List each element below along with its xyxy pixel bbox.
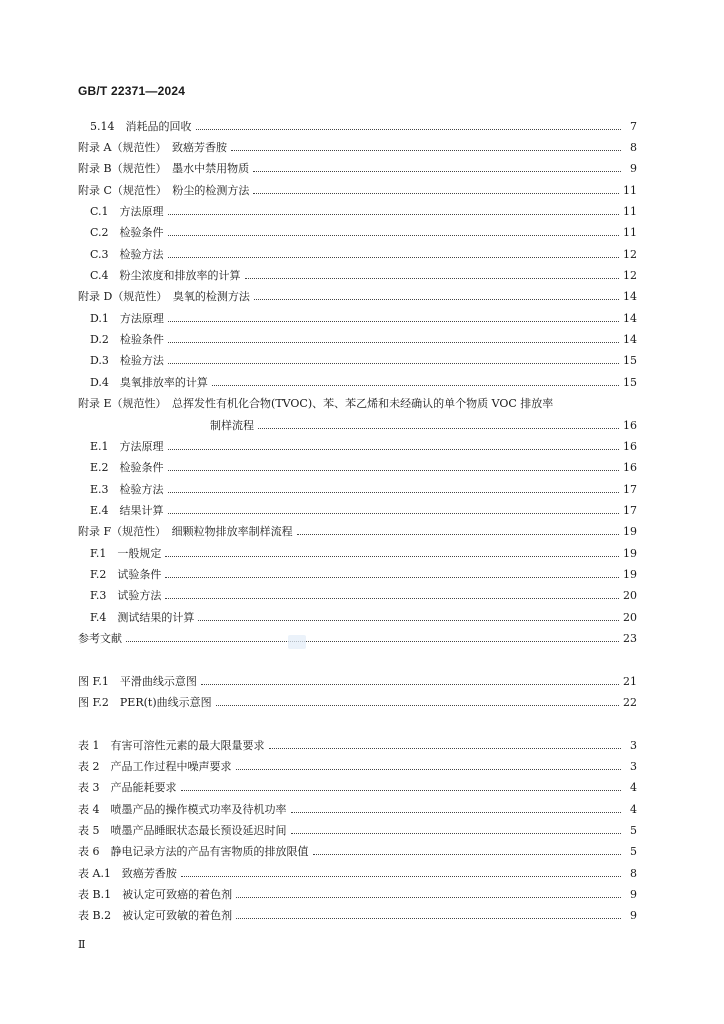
toc-entry-page: 20 [623, 611, 637, 624]
toc-entry-page: 4 [630, 803, 637, 816]
toc-entry-page: 19 [623, 547, 637, 560]
toc-entry-label: C.2 检验条件 [90, 226, 164, 239]
toc-entry-c1[interactable] [90, 203, 637, 219]
toc-entry-label: 制样流程 [210, 419, 254, 432]
toc-entry-table-a1[interactable] [78, 865, 637, 881]
dot-leader [269, 748, 622, 749]
toc-entry-label: E.1 方法原理 [90, 440, 164, 453]
toc-entry-page: 14 [623, 312, 637, 325]
toc-entry-f4[interactable] [90, 609, 637, 625]
toc-entry-label: 表 B.2 被认定可致敏的着色剂 [78, 909, 233, 922]
toc-entry-f2[interactable] [90, 566, 637, 582]
toc-entry-table-1[interactable] [78, 737, 637, 753]
toc-entry-appendix-e[interactable] [78, 395, 637, 411]
dot-leader [297, 534, 619, 535]
toc-entry-page: 5 [630, 845, 637, 858]
toc-entry-label: D.1 方法原理 [90, 312, 164, 325]
toc-entry-label: F.2 试验条件 [90, 568, 162, 581]
toc-entry-label: 表 6 静电记录方法的产品有害物质的排放限值 [78, 845, 309, 858]
toc-entry-page: 16 [623, 461, 637, 474]
toc-entry-table-b1[interactable] [78, 886, 637, 902]
toc-entry-label: 表 B.1 被认定可致癌的着色剂 [78, 888, 233, 901]
toc-entry-page: 19 [623, 568, 637, 581]
dot-leader [168, 257, 619, 258]
toc-entry-label: C.4 粉尘浓度和排放率的计算 [90, 269, 241, 282]
toc-entry-appendix-b[interactable] [78, 160, 637, 176]
toc-entry-table-2[interactable] [78, 758, 637, 774]
toc-entry-appendix-e-continued[interactable] [210, 417, 637, 433]
dot-leader [258, 428, 619, 429]
toc-entry-label: E.3 检验方法 [90, 483, 164, 496]
toc-entry-label: 表 A.1 致癌芳香胺 [78, 867, 177, 880]
toc-entry-page: 11 [623, 226, 637, 239]
toc-entry-page: 3 [630, 739, 637, 752]
toc-entry-label: D.3 检验方法 [90, 354, 164, 367]
toc-entry-page: 15 [623, 354, 637, 367]
toc-entry-e2[interactable] [90, 459, 637, 475]
document-id: GB/T 22371—2024 [78, 84, 186, 98]
toc-entry-d2[interactable] [90, 331, 637, 347]
toc-entry-label: 附录 A（规范性） 致癌芳香胺 [78, 141, 227, 154]
toc-entry-label: F.1 一般规定 [90, 547, 162, 560]
toc-entry-page: 20 [623, 589, 637, 602]
dot-leader [181, 876, 621, 877]
toc-entry-table-5[interactable] [78, 822, 637, 838]
toc-entry-c2[interactable] [90, 224, 637, 240]
dot-leader [168, 363, 619, 364]
dot-leader [165, 577, 619, 578]
watermark-mark [288, 635, 306, 649]
toc-entry-page: 9 [630, 909, 637, 922]
dot-leader [216, 705, 619, 706]
toc-entry-5-14[interactable] [90, 118, 637, 134]
toc-entry-c3[interactable] [90, 246, 637, 262]
dot-leader [231, 150, 621, 151]
dot-leader [236, 918, 621, 919]
dot-leader [254, 299, 619, 300]
toc-entry-c4[interactable] [90, 267, 637, 283]
page-number: Ⅱ [78, 938, 86, 951]
toc-entry-f1[interactable] [90, 545, 637, 561]
toc-entry-label: C.1 方法原理 [90, 205, 164, 218]
toc-entry-label: D.2 检验条件 [90, 333, 164, 346]
toc-entry-label: 附录 C（规范性） 粉尘的检测方法 [78, 184, 250, 197]
toc-entry-page: 15 [623, 376, 637, 389]
toc-entry-label: 5.14 消耗品的回收 [90, 120, 192, 133]
dot-leader [291, 833, 622, 834]
toc-entry-page: 9 [630, 162, 637, 175]
toc-entry-label: 附录 E（规范性） 总挥发性有机化合物(TVOC)、苯、苯乙烯和未经确认的单个物质 VOC 排放率 [78, 397, 554, 410]
toc-entry-page: 3 [630, 760, 637, 773]
toc-entry-label: 表 5 喷墨产品睡眠状态最长预设延迟时间 [78, 824, 287, 837]
toc-entry-label: E.2 检验条件 [90, 461, 164, 474]
toc-entry-label: E.4 结果计算 [90, 504, 164, 517]
toc-entry-page: 11 [623, 184, 637, 197]
toc-entry-page: 8 [630, 141, 637, 154]
dot-leader [168, 449, 619, 450]
toc-entry-page: 8 [630, 867, 637, 880]
toc-entry-page: 23 [623, 632, 637, 645]
toc-entry-page: 16 [623, 440, 637, 453]
dot-leader [236, 769, 622, 770]
toc-entry-label: C.3 检验方法 [90, 248, 164, 261]
toc-entry-page: 11 [623, 205, 637, 218]
toc-entry-page: 19 [623, 525, 637, 538]
toc-entry-label: F.3 试验方法 [90, 589, 162, 602]
dot-leader [313, 854, 622, 855]
toc-entry-page: 17 [623, 504, 637, 517]
toc-entry-label: 附录 B（规范性） 墨水中禁用物质 [78, 162, 250, 175]
dot-leader [168, 470, 619, 471]
toc-entry-label: 表 2 产品工作过程中噪声要求 [78, 760, 232, 773]
toc-entry-page: 14 [623, 290, 637, 303]
toc-entry-f3[interactable] [90, 587, 637, 603]
dot-leader [236, 897, 621, 898]
toc-entry-label: 表 4 喷墨产品的操作模式功率及待机功率 [78, 803, 287, 816]
dot-leader [168, 235, 619, 236]
toc-entry-page: 4 [630, 781, 637, 794]
toc-entry-label: D.4 臭氧排放率的计算 [90, 376, 208, 389]
toc-entry-page: 7 [630, 120, 637, 133]
dot-leader [198, 620, 619, 621]
toc-entry-d1[interactable] [90, 310, 637, 326]
toc-entry-e3[interactable] [90, 481, 637, 497]
toc-entry-table-6[interactable] [78, 843, 637, 859]
toc-entry-table-4[interactable] [78, 801, 637, 817]
dot-leader [165, 556, 619, 557]
toc-entry-table-b2[interactable] [78, 907, 637, 923]
dot-leader [168, 492, 619, 493]
toc-entry-appendix-a[interactable] [78, 139, 637, 155]
toc-entry-label: 附录 D（规范性） 臭氧的检测方法 [78, 290, 250, 303]
toc-entry-page: 12 [623, 269, 637, 282]
dot-leader [181, 790, 622, 791]
toc-entry-label: 参考文献 [78, 632, 122, 645]
toc-entry-e1[interactable] [90, 438, 637, 454]
toc-entry-d3[interactable] [90, 352, 637, 368]
toc-entry-page: 22 [623, 696, 637, 709]
dot-leader [253, 171, 621, 172]
dot-leader [291, 812, 622, 813]
toc-entry-e4[interactable] [90, 502, 637, 518]
toc-entry-table-3[interactable] [78, 779, 637, 795]
toc-entry-label: F.4 测试结果的计算 [90, 611, 195, 624]
toc-entry-label: 附录 F（规范性） 细颗粒物排放率制样流程 [78, 525, 293, 538]
dot-leader [168, 214, 619, 215]
toc-entry-appendix-d[interactable] [78, 288, 637, 304]
toc-entry-page: 21 [623, 675, 637, 688]
toc-entry-label: 图 F.2 PER(t)曲线示意图 [78, 696, 212, 709]
toc-entry-page: 16 [623, 419, 637, 432]
dot-leader [245, 278, 619, 279]
toc-entry-label: 表 1 有害可溶性元素的最大限量要求 [78, 739, 265, 752]
dot-leader [201, 684, 619, 685]
dot-leader [168, 342, 619, 343]
dot-leader [196, 129, 622, 130]
toc-entry-page: 17 [623, 483, 637, 496]
toc-entry-figure-f1[interactable] [78, 673, 637, 689]
dot-leader [168, 321, 619, 322]
toc-entry-page: 14 [623, 333, 637, 346]
toc-entry-page: 9 [630, 888, 637, 901]
toc-entry-appendix-c[interactable] [78, 182, 637, 198]
dot-leader [168, 513, 619, 514]
toc-entry-page: 12 [623, 248, 637, 261]
toc-entry-appendix-f[interactable] [78, 523, 637, 539]
toc-entry-references[interactable] [78, 630, 637, 646]
toc-entry-label: 图 F.1 平滑曲线示意图 [78, 675, 197, 688]
toc-entry-figure-f2[interactable] [78, 694, 637, 710]
toc-entry-label: 表 3 产品能耗要求 [78, 781, 177, 794]
dot-leader [212, 385, 619, 386]
dot-leader [165, 598, 619, 599]
toc-entry-d4[interactable] [90, 374, 637, 390]
dot-leader [126, 641, 619, 642]
dot-leader [253, 193, 619, 194]
toc-entry-page: 5 [630, 824, 637, 837]
